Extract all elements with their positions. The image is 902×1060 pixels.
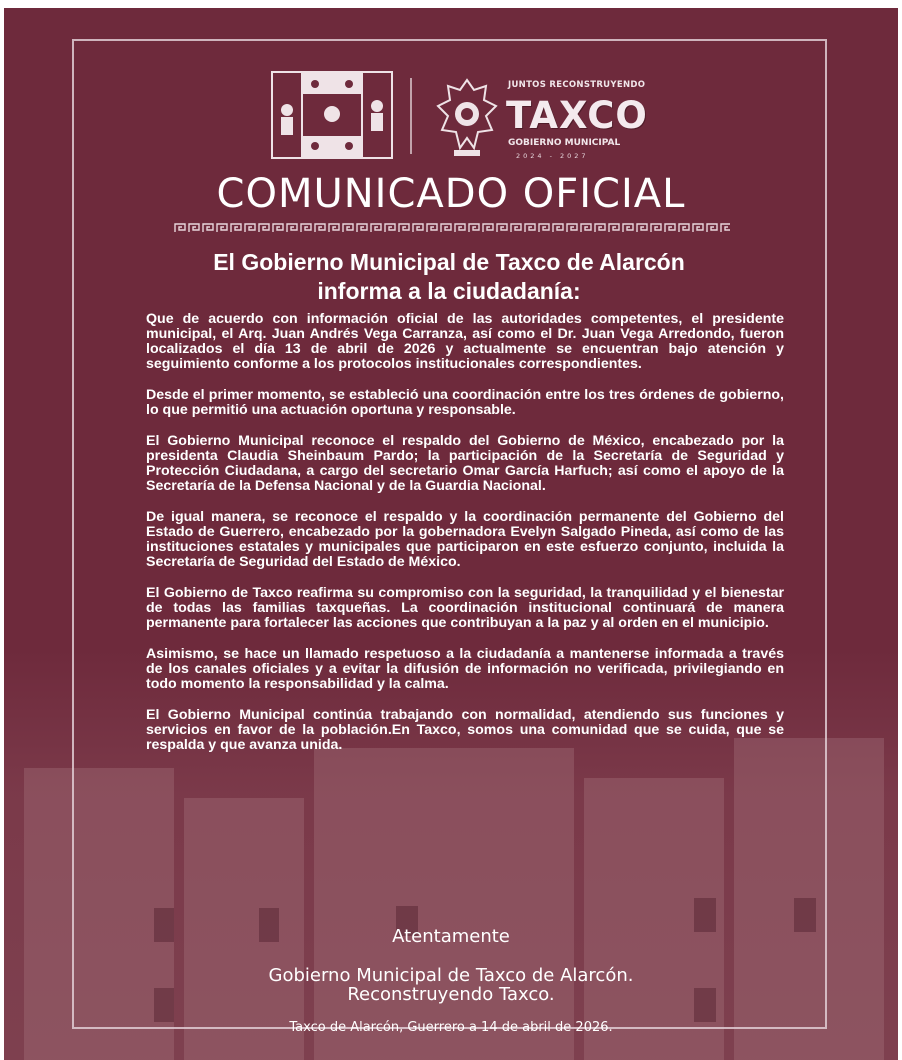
paragraph: El Gobierno de Taxco reafirma su compromiso con la seguridad, la tranquilidad y el bienestar de todas las familias taxqueñas. La coordinación institucional continuará de manera permanente para fortalecer las acciones que contribuyan a la paz y al orden en el municipio. xyxy=(146,585,784,631)
greca-ornament xyxy=(174,223,730,233)
paragraph: De igual manera, se reconoce el respaldo y la coordinación permanente del Gobierno del Estado de Guerrero, encabezado por la gobernadora Evelyn Salgado Pineda, así como de las instituciones estatales y municipales que participaron en este esfuerzo conjunto, incluida la Secretaría de Seguridad del Estado de México. xyxy=(146,509,784,570)
taxco-name: TAXCO xyxy=(506,94,648,137)
paragraph: El Gobierno Municipal reconoce el respaldo del Gobierno de México, encabezado por la presidenta Claudia Sheinbaum Pardo; la participación de la Secretaría de Seguridad y Protección Ciudadana, a cargo del secretario Omar García Harfuch; así como el apoyo de la Secretaría de la Defensa Nacional y de la Guardia Nacional. xyxy=(146,433,784,494)
page-title: COMUNICADO OFICIAL xyxy=(216,171,686,217)
headline xyxy=(84,248,814,306)
communique-poster xyxy=(4,8,898,1060)
taxco-tagline: JUNTOS RECONSTRUYENDO xyxy=(508,80,646,90)
paragraph: El Gobierno Municipal continúa trabajando con normalidad, atendiendo sus funciones y servicios en favor de la población.En Taxco, somos una comunidad que se cuida, que se respalda y que avanza unida. xyxy=(146,707,784,753)
logo-divider xyxy=(410,78,412,154)
closing-regards: Atentamente xyxy=(392,926,510,947)
paragraph: Que de acuerdo con información oficial de las autoridades competentes, el presidente municipal, el Arq. Juan Andrés Vega Carranza, así como el Dr. Juan Vega Arredondo, fueron localizados el día 13 de abril de 2026 y actualmente se encuentran bajo atención y seguimiento conforme a los protocolos institucionales correspondientes. xyxy=(146,311,784,372)
signature-line-1: Gobierno Municipal de Taxco de Alarcón. xyxy=(268,965,634,986)
taxco-years: 2024 - 2027 xyxy=(516,152,589,160)
place-date: Taxco de Alarcón, Guerrero a 14 de abril de 2026. xyxy=(289,1020,613,1035)
signature-block xyxy=(4,966,898,1004)
logo-header xyxy=(270,70,650,162)
coat-of-arms-icon xyxy=(434,76,500,160)
taxco-municipal-logo xyxy=(434,72,650,162)
taxco-subtitle: GOBIERNO MUNICIPAL xyxy=(508,138,621,148)
communique-body xyxy=(146,312,784,769)
headline-line-1: El Gobierno Municipal de Taxco de Alarcón xyxy=(213,249,685,275)
signature-line-2: Reconstruyendo Taxco. xyxy=(347,984,555,1005)
indigenous-glyph-logo xyxy=(270,70,394,160)
paragraph: Asimismo, se hace un llamado respetuoso a la ciudadanía a mantenerse informada a través de los canales oficiales y a evitar la difusión de información no verificada, privilegiando en todo momento la responsabilidad y la calma. xyxy=(146,646,784,692)
paragraph: Desde el primer momento, se estableció una coordinación entre los tres órdenes de gobierno, lo que permitió una actuación oportuna y responsable. xyxy=(146,387,784,418)
headline-line-2: informa a la ciudadanía: xyxy=(317,278,581,304)
